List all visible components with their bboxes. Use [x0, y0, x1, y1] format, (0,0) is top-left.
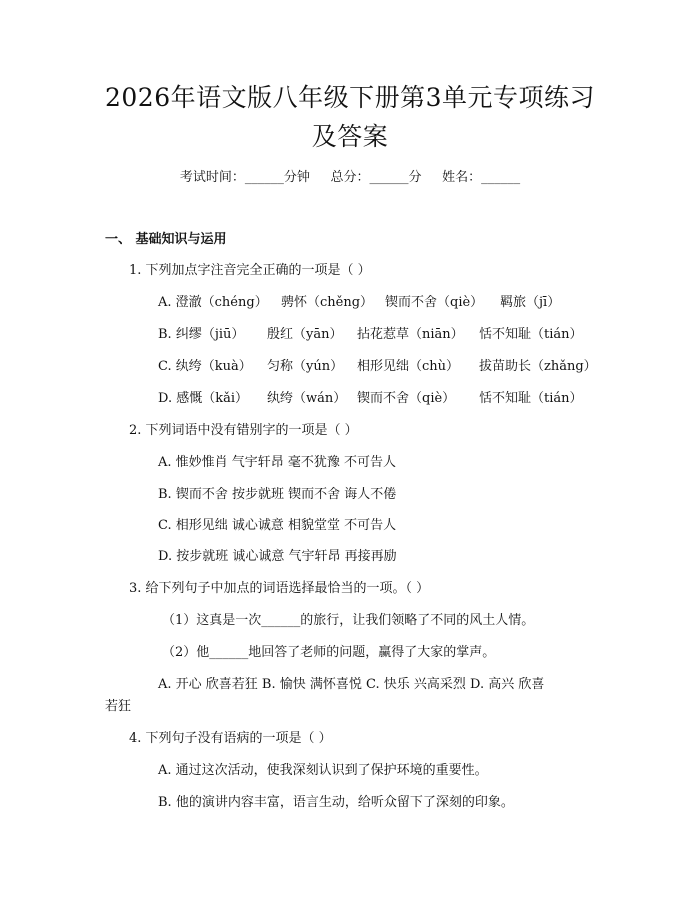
question-3-sub-1: （1）这真是一次______的旅行，让我们领略了不同的风土人情。: [162, 613, 535, 628]
question-3-sub-2: （2）他______地回答了老师的问题，赢得了大家的掌声。: [162, 645, 496, 660]
question-1-stem: 1. 下列加点字注音完全正确的一项是（ ）: [129, 263, 371, 278]
document-title-line-1: 2026年语文版八年级下册第3单元专项练习: [104, 83, 596, 112]
question-4-option-b: B. 他的演讲内容丰富，语言生动，给听众留下了深刻的印象。: [158, 795, 514, 810]
question-2-option-a: A. 惟妙惟肖 气宇轩昂 毫不犹豫 不可告人: [158, 455, 397, 470]
option-b-item-2: 殷红（yān）: [267, 327, 343, 342]
option-c-item-2: 匀称（yún）: [267, 359, 344, 374]
option-d-item-4: 恬不知耻（tián）: [479, 391, 583, 406]
question-4-stem: 4. 下列句子没有语病的一项是（ ）: [129, 731, 332, 746]
question-4-option-a: A. 通过这次活动，使我深刻认识到了保护环境的重要性。: [158, 763, 488, 778]
option-a-item-4: 羁旅（jī）: [500, 295, 561, 310]
option-b-item-3: 拈花惹草（niān）: [357, 327, 464, 342]
option-c-item-3: 相形见绌（chù）: [357, 359, 460, 374]
question-3-stem: 3. 给下列句子中加点的词语选择最恰当的一项。（ ）: [129, 581, 430, 596]
question-2-option-c: C. 相形见绌 诚心诚意 相貌堂堂 不可告人: [158, 518, 397, 533]
option-a-item-1: A. 澄澈（chéng）: [158, 295, 268, 310]
option-d-item-1: D. 感慨（kǎi）: [158, 391, 249, 406]
exam-meta-line: 考试时间：______分钟 总分：______分 姓名：______: [179, 170, 521, 185]
option-d-item-3: 锲而不舍（qiè）: [357, 391, 456, 406]
question-2-option-b: B. 锲而不舍 按步就班 锲而不舍 诲人不倦: [158, 487, 397, 502]
section-heading: 一、 基础知识与运用: [105, 232, 227, 247]
document-title-line-2: 及答案: [311, 122, 389, 151]
option-a-item-2: 骋怀（chěng）: [281, 295, 374, 310]
question-3-options: A. 开心 欣喜若狂 B. 愉快 满怀喜悦 C. 快乐 兴高采烈 D. 高兴 欣喜: [158, 677, 545, 692]
option-c-item-1: C. 纨绔（kuà）: [158, 359, 252, 374]
option-c-item-4: 拔苗助长（zhǎng）: [479, 359, 597, 374]
option-d-item-2: 纨绔（wán）: [267, 391, 347, 406]
question-2-option-d: D. 按步就班 诚心诚意 气宇轩昂 再接再励: [158, 549, 397, 564]
question-3-options-wrap: 若狂: [105, 699, 132, 714]
question-2-stem: 2. 下列词语中没有错别字的一项是（ ）: [129, 423, 358, 438]
option-a-item-3: 锲而不舍（qiè）: [385, 295, 484, 310]
option-b-item-4: 恬不知耻（tián）: [479, 327, 583, 342]
option-b-item-1: B. 纠缪（jiū）: [158, 327, 245, 342]
